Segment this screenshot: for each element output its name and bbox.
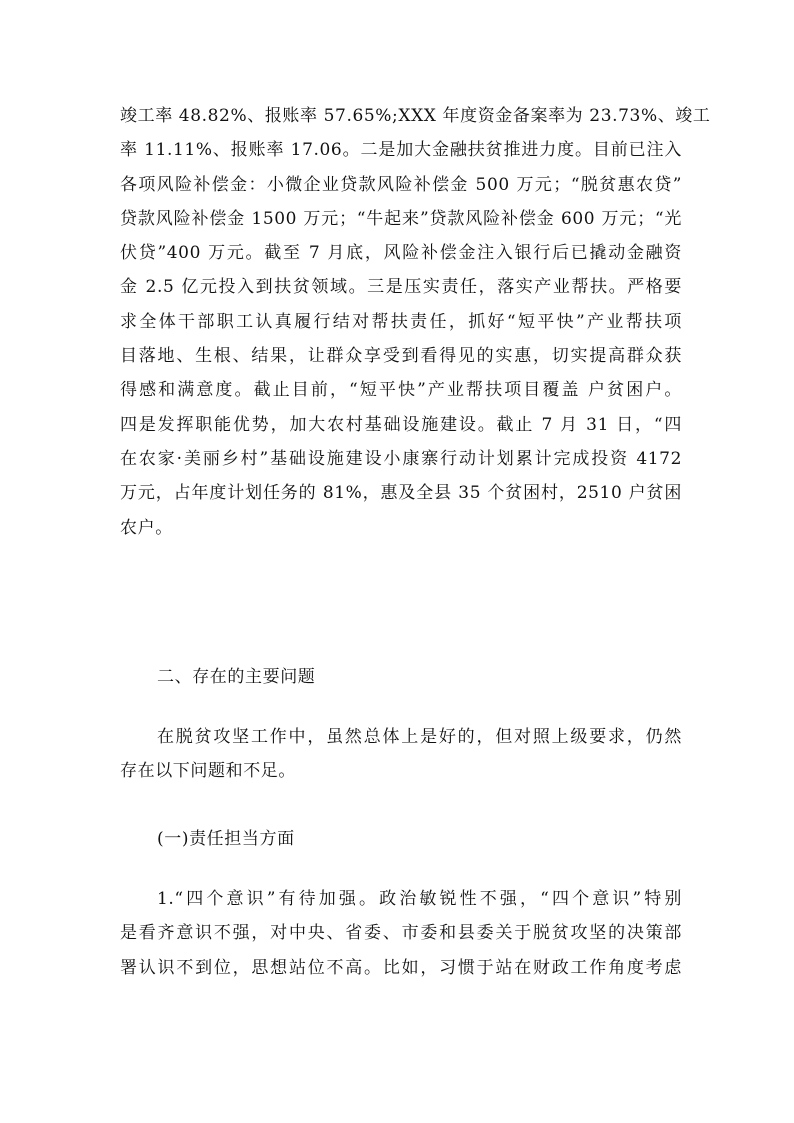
text-line: 各项风险补偿金：小微企业贷款风险补偿金 500 万元；“脱贫惠农贷”: [120, 174, 682, 195]
text-line: 求全体干部职工认真履行结对帮扶责任，抓好“短平快”产业帮扶项: [120, 311, 682, 332]
text-line: 贷款风险补偿金 1500 万元；“牛起来”贷款风险补偿金 600 万元；“光: [120, 208, 682, 229]
paragraph-progress-summary: [120, 99, 711, 545]
text-line: 竣工率 48.82%、报账率 57.65%;XXX 年度资金备案率为 23.73%、竣工: [120, 106, 711, 126]
text-line: 是看齐意识不强，对中央、省委、市委和县委关于脱贫攻坚的决策部: [120, 923, 682, 944]
text-line: 金 2.5 亿元投入到扶贫领域。三是压实责任，落实产业帮扶。严格要: [120, 277, 682, 298]
text-line: 伏贷”400 万元。截至 7 月底，风险补偿金注入银行后已撬动金融资: [120, 243, 682, 264]
heading-text: (一)责任担当方面: [157, 829, 295, 849]
text-line: 农户。: [120, 517, 173, 538]
text-line: 万元，占年度计划任务的 81%，惠及全县 35 个贫困村，2510 户贫困: [120, 483, 682, 504]
text-line: 率 11.11%、报账率 17.06。二是加大金融扶贫推进力度。目前已注入: [120, 140, 682, 161]
text-line: 在脱贫攻坚工作中，虽然总体上是好的，但对照上级要求，仍然: [157, 727, 682, 747]
text-line: 得感和满意度。截止目前，“短平快”产业帮扶项目覆盖 户贫困户。: [120, 380, 682, 401]
text-line: 1.“四个意识”有待加强。政治敏锐性不强，“四个意识”特别: [157, 889, 682, 909]
text-line: 在农家·美丽乡村”基础设施建设小康寨行动计划累计完成投资 4172: [120, 448, 682, 469]
heading-text: 二、存在的主要问题: [157, 667, 316, 687]
text-line: 四是发挥职能优势，加大农村基础设施建设。截止 7 月 31 日，“四: [120, 414, 682, 435]
text-line: 署认识不到位，思想站位不高。比如，习惯于站在财政工作角度考虑: [120, 957, 682, 978]
text-line: 存在以下问题和不足。: [120, 761, 296, 782]
paragraph-four-consciousness: [120, 882, 682, 985]
section-heading-main-problems: [120, 660, 682, 694]
text-line: 目落地、生根、结果，让群众享受到看得见的实惠，切实提高群众获: [120, 346, 682, 367]
subsection-heading-responsibility: [120, 822, 682, 856]
paragraph-problems-intro: [120, 720, 682, 789]
